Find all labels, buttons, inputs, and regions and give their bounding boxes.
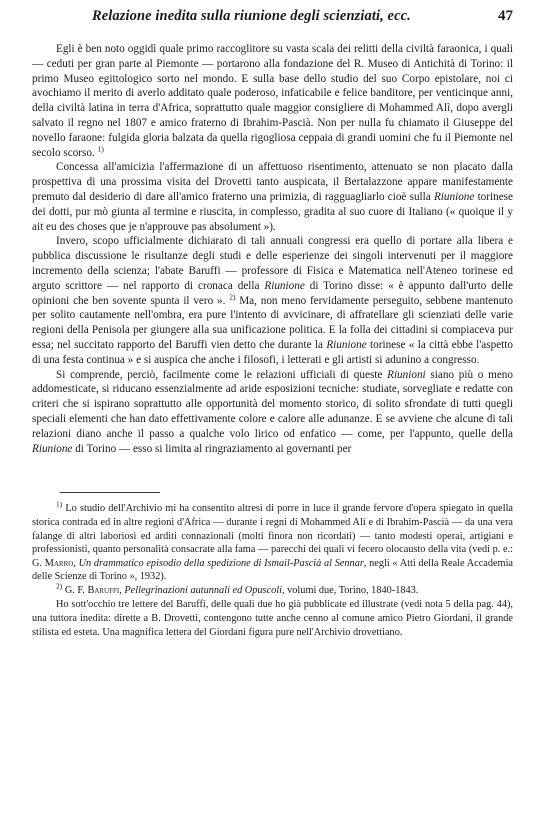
text-run: Invero, scopo ufficialmente dichiarato di tali annuali congressi era quello di portare alla libera e pubblica discussione le risultanze degli studi e delle esperienze dei singoli intervenuti per il maggiore incremento della scienza; l'abate Baruffi — professore di Fisica e Matematica nell'Ateneo torinese ed arguto scrittore — nel rapporto di cronaca della bbox=[32, 235, 513, 292]
body-paragraph bbox=[32, 368, 513, 457]
text-run: Concessa all'amicizia l'affermazione di un affettuoso risentimento, attenuato se non placato dalla prospettiva di una prossima visita del Drovetti tanto auspicata, il Bertalazzone appare manifestamente premuto dal desiderio di dare all'amico fraterno una primizia, di ragguagliarlo cioè sulla bbox=[32, 161, 513, 203]
text-run: G. F. bbox=[62, 584, 88, 596]
footnotes bbox=[32, 499, 514, 639]
page-number: 47 bbox=[498, 8, 513, 24]
footnote-separator bbox=[60, 492, 160, 493]
text-run: di Torino disse: « è appunto dall'urto delle opinioni che ben sovente spunta il vero ». bbox=[32, 279, 513, 307]
small-caps-text: Baruffi bbox=[87, 584, 120, 596]
footnote-marker: 1) bbox=[97, 143, 104, 153]
text-run: Ho sott'occhio tre lettere del Baruffi, delle quali due ho già pubblicate ed illustrate (vedi nota 5 della pag. 44), una tuttora inedita: dirette a B. Drovetti, contengono tutte anche cenno al comune amico Pietro Giordani, il grande stilista ed esteta. Una magnifica lettera del Giordani figura pure nell'Archivio drovettiano. bbox=[32, 599, 513, 638]
text-run: Si comprende, perciò, facilmente come le relazioni ufficiali di queste bbox=[56, 368, 388, 381]
text-run: , bbox=[73, 557, 79, 569]
italic-text: Pellegrinazioni autunnali ed Opuscoli bbox=[124, 584, 282, 596]
text-run: di Torino — esso si limita al ringraziamento ai governanti per bbox=[72, 442, 352, 455]
italic-text: Riunioni bbox=[387, 368, 426, 381]
italic-text: Riunione bbox=[32, 442, 73, 455]
main-text bbox=[32, 42, 513, 456]
running-header bbox=[32, 8, 513, 30]
body-paragraph bbox=[32, 160, 513, 234]
body-paragraph bbox=[32, 42, 513, 160]
text-run: Lo studio dell'Archivio mi ha consentito altresì di porre in luce il grande fervore d'opera spiegato in quella storica contrada ed in altre regioni d'Africa — durante i regni di Mohammed Alì e di Ibrahim-Pascià — da una vera falange di altri laboriosi ed arditi connazionali (molti finora non ricordati) — tanto modesti operai, artigiani e professionisti, quanto personalità consacrate alla fama — parecchi dei quali vi fecero olocausto della vita (vedi p. e.: G. bbox=[32, 503, 513, 569]
footnote-paragraph bbox=[32, 581, 513, 598]
text-run: , negli « Atti della Reale Accademia delle Scienze di Torino », 1932). bbox=[32, 557, 514, 583]
small-caps-text: Marro bbox=[44, 557, 74, 569]
text-run: , volumi due, Torino, 1840-1843. bbox=[281, 584, 419, 596]
italic-text: Riunione bbox=[326, 338, 367, 351]
footnote-paragraph bbox=[32, 598, 513, 639]
footnote-paragraph bbox=[32, 499, 514, 584]
text-run: torinese « la città ebbe l'aspetto di una festa continua » e si auspica che anche i filosofi, i letterati e gli artisti si adunino a congresso. bbox=[32, 338, 513, 366]
italic-text: Un drammatico episodio della spedizione di Ismail-Pascià al Sennar bbox=[78, 557, 364, 569]
running-title: Relazione inedita sulla riunione degli scienziati, ecc. bbox=[92, 8, 411, 24]
italic-text: Riunione bbox=[433, 190, 475, 203]
text-run: torinese dei dotti, pur mò giunta al termine e riuscita, in complesso, gradita al suo cuore di Italiano (« quoique il y ait eu des choses que je n'approuve pas absolument »). bbox=[32, 190, 513, 233]
italic-text: Riunione bbox=[264, 279, 305, 292]
footnote-marker: 1) bbox=[56, 499, 63, 509]
text-run: siano più o meno addomesticate, si riducano essenzialmente ad aride esposizioni tecniche: studiate, sorvegliate e redatte con criteri che si ispirano soprattutto alle opportunità del momento storico, di solito sfrondate di tutti quegli speciali elementi che han dato effettivamente colore e calore alle adunanze. E se avviene che alcune di tali relazioni diano anche il passo a qualche volo lirico od enfatico — come, per l'appunto, quelle della bbox=[32, 368, 513, 440]
footnote-marker: 2) bbox=[56, 581, 63, 591]
footnote-marker: 2) bbox=[229, 291, 236, 301]
text-run: , bbox=[119, 584, 125, 596]
body-paragraph bbox=[32, 234, 513, 367]
text-run: Ma, non meno fervidamente perseguito, sebbene mantenuto per solito cautamente nell'ombra, era pure l'intento di avvicinare, di affratellare gli scienziati delle varie regioni della Penisola per giungere alla sua unificazione politica. E la folla dei cittadini si compiaceva pur essa; nel succitato rapporto del Baruffi vien detto che durante la bbox=[32, 294, 514, 351]
text-run: Egli è ben noto oggidì quale primo raccoglitore su vasta scala dei relitti della civiltà faraonica, i quali — ceduti per gran parte al Piemonte — portarono alla fondazione del R. Museo di Antichità di Torino: il primo Museo egittologico sorto nel mondo. E sulla base dello studio del suo Corpo epistolare, noi ci avochiamo il merito di averlo additato quale poderoso, infaticabile e felice banditore, per venticinque anni, della civiltà latina in terra d'Africa, soprattutto quale maggior consigliere di Mohammed Alì, dopo avergli salvato il regno nel 1807 e amico fraterno di Ibrahim-Pascià. Non per nulla fu chiamato il Giuseppe del novello faraone: fulgida gloria balzata da quella rigogliosa ceppaia di grandi uomini che fu il Piemonte nel secolo scorso. bbox=[32, 43, 513, 159]
